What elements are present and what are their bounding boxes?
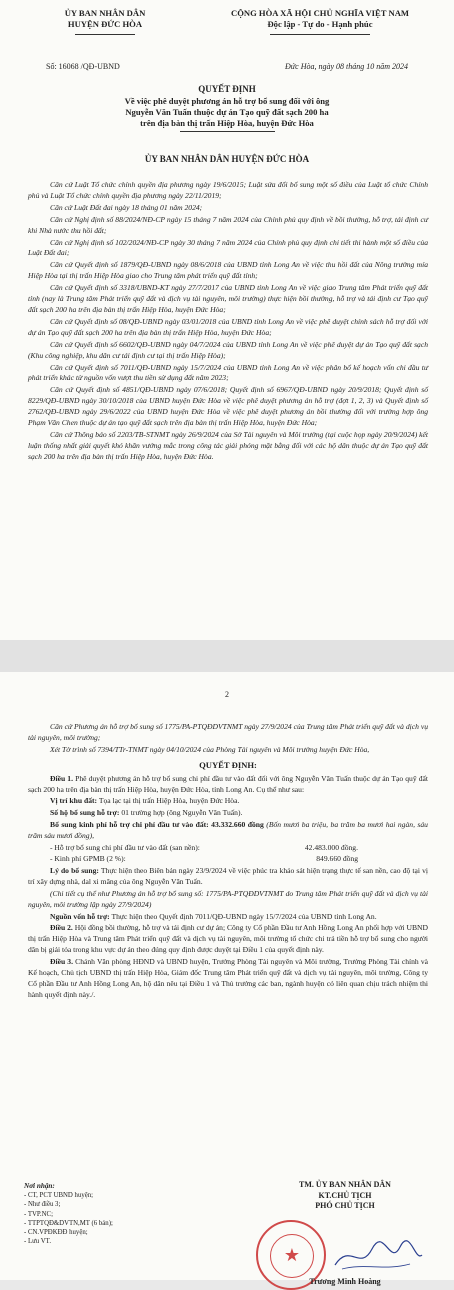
recipients-list: Nơi nhận: - CT, PCT UBND huyện; - Như điều 3; - TVP.NC; - TTPTQĐ&DVTN,MT (6 bản); - CN.VPĐKĐĐ huyện; - Lưu VT. xyxy=(24,1182,113,1246)
authority-heading: ỦY BAN NHÂN DÂN HUYỆN ĐỨC HÒA xyxy=(144,154,310,164)
basis-item: Căn cứ Luật Tổ chức chính quyền địa phương ngày 19/6/2015; Luật sửa đổi bổ sung một số điều của Luật tổ chức Chính phủ và Luật Tổ chức chính quyền địa phương ngày 22/11/2019; xyxy=(28,180,428,200)
document-title: QUYẾT ĐỊNH xyxy=(198,84,256,94)
funding-item: - Kinh phí GPMB (2 %): 849.660 đồng xyxy=(50,853,358,863)
funding-source: Nguồn vốn hỗ trợ: Thực hiện theo Quyết định 7011/QĐ-UBND ngày 15/7/2024 của UBND tỉnh Long An. xyxy=(50,911,377,921)
document-page-1 xyxy=(0,0,454,640)
document-number: Số: 16068 /QĐ-UBND xyxy=(46,62,120,71)
document-page-2 xyxy=(0,672,454,1286)
reason: Lý do bổ sung: Thực hiện theo Biên bản ngày 23/9/2024 về việc phúc tra khảo sát hiện trạng thực tế san nền, cao độ tại vị trí xây dựng nhà, dal xi măng của ông Nguyễn Văn Tuấn. xyxy=(28,865,428,886)
basis-item: Xét Tờ trình số 7394/TTr-TNMT ngày 04/10/2024 của Phòng Tài nguyên và Môi trường huyện Đức Hòa, xyxy=(50,744,370,754)
basis-item: Căn cứ Quyết định số 7011/QĐ-UBND ngày 15/7/2024 của UBND tỉnh Long An về việc phân bổ kế hoạch vốn chi đầu tư phát triển khác từ nguồn vốn vượt thu tiền sử dụng đất năm 2023; xyxy=(28,362,428,383)
household-count: Số hộ bổ sung hỗ trợ: 01 trường hợp (ông Nguyễn Văn Tuấn). xyxy=(50,808,243,818)
land-location: Vị trí khu đất: Tọa lạc tại thị trấn Hiệp Hòa, huyện Đức Hòa. xyxy=(50,796,240,806)
basis-item: Căn cứ Quyết định số 4851/QĐ-UBND ngày 07/6/2018; Quyết định số 6967/QĐ-UBND ngày 20/9/2018; Quyết định số 8229/QĐ-UBND ngày 30/10/2018 của UBND huyện Đức Hòa về việc phê duyệt phương án hỗ trợ (đợt 1, 2, 3) và Quyết định số 2762/QĐ-UBND ngày 29/6/2022 của UBND huyện Đức Hòa về việc phê duyệt phương án bồi thường đối với trường hợp ông Phạm Văn Chen thuộc dự án tạo quỹ đất sạch trên địa bàn thị trấn Hiệp Hòa, huyện Đức Hòa; xyxy=(28,385,428,428)
article-3: Điều 3. Chánh Văn phòng HĐND và UBND huyện, Trưởng Phòng Tài nguyên và Môi trường, Trưởng Phòng Tài chính và Kế hoạch, Chủ tịch UBND thị trấn Hiệp Hòa, Giám đốc Trung tâm Phát triển quỹ đất và dịch vụ tài nguyên, môi trường, Công ty Cổ phần Đầu tư Anh Hồng Long An, hộ dân nêu tại Điều 1 và Thủ trưởng các ban, ngành huyện có liên quan chịu trách nhiệm thi hành quyết định này./. xyxy=(28,957,428,999)
basis-item: Căn cứ Nghị định số 102/2024/NĐ-CP ngày 30 tháng 7 năm 2024 của Chính phủ quy định chi tiết thi hành một số điều của Luật Đất đai; xyxy=(28,237,428,258)
handwritten-signature xyxy=(330,1237,425,1277)
basis-item: Căn cứ Luật Đất đai ngày 18 tháng 01 năm 2024; xyxy=(50,202,203,212)
basis-item: Căn cứ Phương án hỗ trợ bổ sung số 1775/PA-PTQĐDVTNMT ngày 27/9/2024 của Trung tâm Phát triển quỹ đất và dịch vụ tài nguyên, môi trường; xyxy=(28,722,428,742)
funding-total: Bổ sung kinh phí hỗ trợ chi phí đầu tư vào đất: 43.332.660 đồng (Bốn mươi ba triệu, ba trăm ba mươi hai ngàn, sáu trăm sáu mươi đồng), xyxy=(28,820,428,841)
legal-basis xyxy=(28,180,428,464)
page-number: 2 xyxy=(225,690,229,699)
star-icon: ★ xyxy=(283,1245,301,1265)
national-motto: CỘNG HÒA XÃ HỘI CHỦ NGHĨA VIỆT NAM Độc lập - Tự do - Hạnh phúc xyxy=(230,8,410,29)
basis-item: Căn cứ Thông báo số 2203/TB-STNMT ngày 26/9/2024 của Sở Tài nguyên và Môi trường (tại cuộc họp ngày 20/9/2024) kết luận thống nhất giải quyết khó khăn vướng mắc trong công tác giải phóng mặt bằng đối với các hộ dân thuộc dự án Tạo quỹ đất sạch 200 ha trên địa bàn thị trấn Hiệp Hòa, huyện Đức Hòa. xyxy=(28,429,428,461)
page-gap xyxy=(0,640,454,672)
subject-underline xyxy=(180,131,275,132)
basis-item: Căn cứ Nghị định số 88/2024/NĐ-CP ngày 15 tháng 7 năm 2024 của Chính phủ quy định về bồi thường, hỗ trợ, tái định cư khi Nhà nước thu hồi đất; xyxy=(28,214,428,235)
document-date: Đức Hòa, ngày 08 tháng 10 năm 2024 xyxy=(285,62,409,71)
detail-note: (Chi tiết cụ thể như Phương án hỗ trợ bổ sung số: 1775/PA-PTQĐDVTNMT do Trung tâm Phát triển quỹ đất và dịch vụ tài nguyên, môi trường lập ngày 27/9/2024) xyxy=(28,888,428,909)
article-2: Điều 2. Hội đồng bồi thường, hỗ trợ và tái định cư dự án; Công ty Cổ phần Đầu tư Anh Hồng Long An phối hợp với UBND thị trấn Hiệp Hòa và Trung tâm Phát triển quỹ đất và dịch vụ tài nguyên, môi trường tổ chức chi trả tiền hỗ trợ bổ sung cho người dân bị giải tỏa trong khu vực dự án theo đúng quy định được duyệt tại Điều 1 của quyết định này. xyxy=(28,923,428,955)
authority-underline xyxy=(75,34,135,35)
article-1: Điều 1. Phê duyệt phương án hỗ trợ bổ sung chi phí đầu tư vào đất đối với ông Nguyễn Văn Tuấn thuộc dự án Tạo quỹ đất sạch 200 ha trên địa bàn thị trấn Hiệp Hòa, huyện Đức Hòa, tỉnh Long An. Cụ thể như sau: xyxy=(28,773,428,794)
decision-body xyxy=(28,722,428,1002)
issuing-authority: ỦY BAN NHÂN DÂN HUYỆN ĐỨC HÒA xyxy=(64,8,146,29)
motto-underline xyxy=(270,34,370,35)
signer-name: Trương Minh Hoàng xyxy=(309,1277,381,1286)
basis-item: Căn cứ Quyết định số 1879/QĐ-UBND ngày 08/6/2018 của UBND tỉnh Long An về việc thu hồi đất của Nông trường mía Hiệp Hòa tại thị trấn Hiệp Hòa giao cho Trung tâm phát triển quỹ đất tỉnh; xyxy=(28,260,428,281)
funding-item: - Hỗ trợ bổ sung chi phí đầu tư vào đất (san nền): 42.483.000 đồng. xyxy=(50,843,358,853)
decide-heading: QUYẾT ĐỊNH: xyxy=(199,759,257,770)
signature-block: TM. ỦY BAN NHÂN DÂN KT.CHỦ TỊCH PHÓ CHỦ TỊCH xyxy=(299,1180,391,1210)
basis-item: Căn cứ Quyết định số 6602/QĐ-UBND ngày 04/7/2024 của UBND tỉnh Long An về việc phê duyệt dự án Tạo quỹ đất sạch (Khu công nghiệp, khu dân cư tái định cư tại thị trấn Hiệp Hòa); xyxy=(28,339,428,360)
basis-item: Căn cứ Quyết định số 3318/UBND-KT ngày 27/7/2017 của UBND tỉnh Long An về việc giao Trung tâm Phát triển quỹ đất tỉnh (nay là Trung tâm Phát triển quỹ đất và dịch vụ tài nguyên, môi trường) thực hiện bồi thường, hỗ trợ và tái định cư Tạo quỹ đất sạch 200 ha trên địa bàn thị trấn Hiệp Hòa, huyện Đức Hòa; xyxy=(28,283,428,314)
document-subject: Về việc phê duyệt phương án hỗ trợ bổ sung đối với ông Nguyễn Văn Tuấn thuộc dự án Tạo quỹ đất sạch 200 ha trên địa bàn thị trấn Hiệp Hòa, huyện Đức Hòa xyxy=(124,96,330,128)
basis-item: Căn cứ Quyết định số 08/QĐ-UBND ngày 03/01/2018 của UBND tỉnh Long An về việc phê duyệt chính sách hỗ trợ đối với dự án Tạo quỹ đất sạch 200 ha trên địa bàn thị trấn Hiệp Hòa, huyện Đức Hòa; xyxy=(28,316,428,337)
